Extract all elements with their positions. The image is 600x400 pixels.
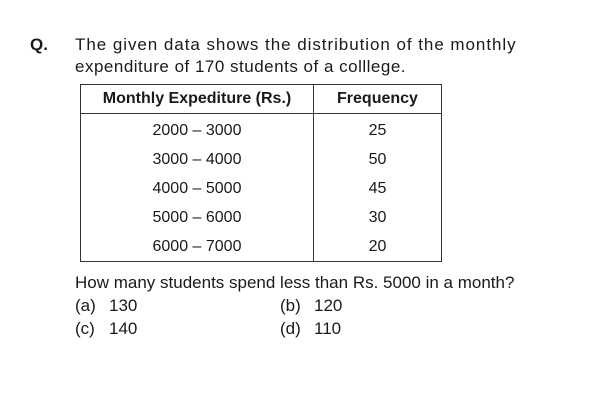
frequency-table: [80, 84, 442, 262]
option-a-value: 130: [109, 296, 138, 315]
option-c-value: 140: [109, 319, 138, 338]
table-header-row: [81, 85, 442, 114]
frequency-cell: 30: [368, 208, 387, 226]
header-frequency: Frequency: [314, 85, 442, 114]
option-b-value: 120: [314, 296, 343, 315]
expenditure-range-cell: 6000 – 7000: [81, 232, 314, 262]
expenditure-range-cell: 2000 – 3000: [81, 114, 314, 146]
table-row: [81, 174, 442, 203]
option-a[interactable]: [75, 295, 137, 317]
question-stem: [75, 34, 545, 78]
table-row: [81, 114, 442, 146]
table-row: [81, 203, 442, 232]
option-b-label: (b): [280, 296, 301, 315]
frequency-cell: 45: [368, 179, 387, 197]
option-b[interactable]: [280, 295, 342, 317]
expenditure-range-cell: 4000 – 5000: [81, 174, 314, 203]
frequency-cell: 50: [368, 150, 387, 168]
frequency-cell: 20: [368, 237, 387, 255]
question-prompt: How many students spend less than Rs. 5000 in a month?: [75, 273, 515, 292]
question-stem-line-1: The given data shows the distribution of the monthly: [75, 35, 517, 54]
expenditure-range-cell: 5000 – 6000: [81, 203, 314, 232]
table-row: [81, 232, 442, 262]
question-stem-line-2: expenditure of 170 students of a colllege.: [75, 57, 406, 76]
header-monthly-expenditure: Monthly Expediture (Rs.): [81, 85, 314, 114]
table-row: [81, 145, 442, 174]
question-label: Q.: [30, 35, 48, 54]
expenditure-range-cell: 3000 – 4000: [81, 145, 314, 174]
option-c-label: (c): [75, 319, 95, 338]
option-a-label: (a): [75, 296, 96, 315]
option-d-label: (d): [280, 319, 301, 338]
option-c[interactable]: [75, 318, 137, 340]
frequency-cell: 25: [368, 121, 387, 139]
option-d[interactable]: [280, 318, 341, 340]
option-d-value: 110: [314, 319, 342, 338]
